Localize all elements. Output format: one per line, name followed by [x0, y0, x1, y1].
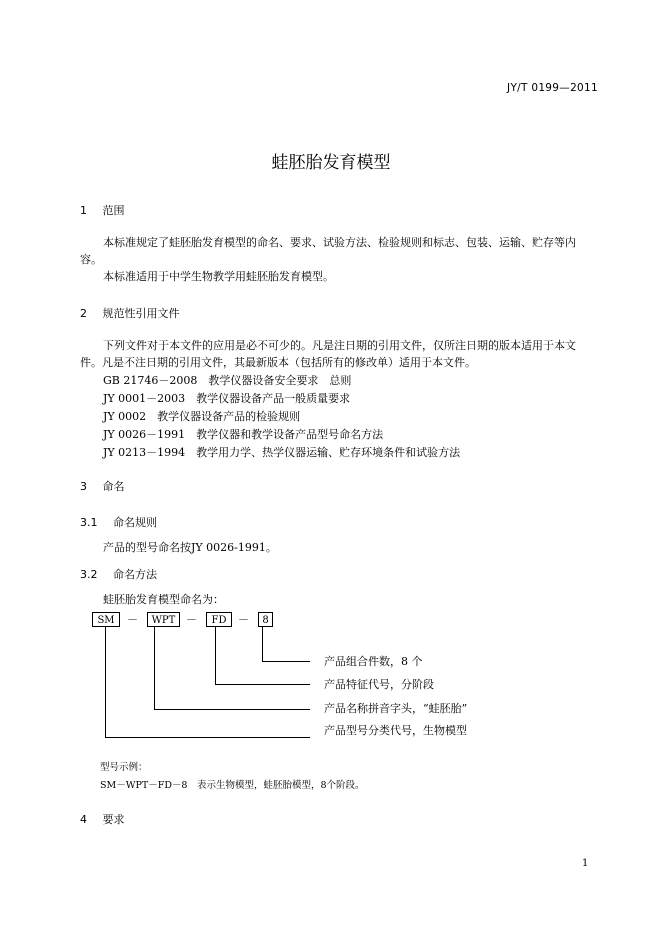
- section-3-title: 命名: [102, 480, 125, 493]
- reference-item: JY 0213－1994 教学用力学、热学仪器运输、贮存环境条件和试验方法: [103, 446, 461, 459]
- section-1-paragraph-2: 本标准适用于中学生物教学用蛙胚胎发育模型。: [103, 270, 334, 283]
- section-1-paragraph-1-line-1: 本标准规定了蛙胚胎发育模型的命名、要求、试验方法、检验规则和标志、包装、运输、贮存等内: [103, 236, 576, 249]
- connector-line: [105, 627, 106, 737]
- section-4-number: 4: [80, 813, 87, 826]
- example-title: 型号示例：: [100, 762, 148, 773]
- reference-item: JY 0002 教学仪器设备产品的检验规则: [103, 410, 301, 423]
- section-2-paragraph-line-2: 件。凡是不注日期的引用文件，其最新版本（包括所有的修改单）适用于本文件。: [80, 356, 476, 369]
- section-3-2-heading: [80, 566, 157, 582]
- dash-separator: －: [127, 613, 138, 626]
- reference-item: JY 0026－1991 教学仪器和教学设备产品型号命名方法: [103, 428, 384, 441]
- diagram-label: 产品名称拼音字头，“蛙胚胎”: [324, 702, 468, 715]
- connector-line: [154, 709, 310, 710]
- section-3-1-text: 产品的型号命名按JY 0026-1991。: [103, 541, 277, 554]
- section-2-heading: [80, 305, 180, 321]
- section-3-number: 3: [80, 480, 87, 493]
- connector-line: [215, 684, 310, 685]
- section-3-heading: [80, 478, 125, 494]
- diagram-label: 产品特征代号，分阶段: [324, 678, 434, 691]
- page-number: 1: [582, 858, 589, 869]
- connector-line: [215, 627, 216, 684]
- section-3-1-title: 命名规则: [113, 516, 157, 529]
- example-text: SM－WPT－FD－8 表示生物模型，蛙胚胎模型，8个阶段。: [100, 780, 365, 791]
- connector-line: [262, 661, 310, 662]
- model-code-box-count: 8: [258, 612, 273, 627]
- standard-code: JY/T 0199—2011: [507, 82, 598, 94]
- section-1-title: 范围: [102, 204, 125, 217]
- connector-line: [262, 627, 263, 661]
- section-2-paragraph-line-1: 下列文件对于本文件的应用是必不可少的。凡是注日期的引用文件，仅所注日期的版本适用于本文: [103, 339, 576, 352]
- dash-separator: －: [186, 613, 197, 626]
- section-1-number: 1: [80, 204, 87, 217]
- section-1-paragraph-1-line-2: 容。: [80, 253, 102, 266]
- section-3-2-number: 3.2: [80, 568, 98, 581]
- diagram-label: 产品型号分类代号，生物模型: [324, 724, 467, 737]
- reference-item: JY 0001－2003 教学仪器设备产品一般质量要求: [103, 392, 351, 405]
- document-title: 蛙胚胎发育模型: [271, 153, 391, 173]
- dash-separator: －: [238, 613, 249, 626]
- section-3-1-number: 3.1: [80, 516, 98, 529]
- section-3-1-heading: [80, 514, 157, 530]
- section-1-heading: [80, 202, 125, 218]
- model-code-box-wpt: WPT: [147, 612, 180, 627]
- section-2-number: 2: [80, 307, 87, 320]
- connector-line: [105, 737, 310, 738]
- section-3-2-text: 蛙胚胎发育模型命名为：: [103, 593, 224, 606]
- section-2-title: 规范性引用文件: [102, 307, 180, 320]
- reference-item: GB 21746－2008 教学仪器设备安全要求 总则: [103, 374, 352, 387]
- model-code-box-fd: FD: [206, 612, 232, 627]
- diagram-label: 产品组合件数，8 个: [324, 655, 423, 668]
- section-4-title: 要求: [102, 813, 125, 826]
- model-code-box-sm: SM: [92, 612, 120, 627]
- section-3-2-title: 命名方法: [113, 568, 157, 581]
- section-4-heading: [80, 811, 125, 827]
- connector-line: [154, 627, 155, 709]
